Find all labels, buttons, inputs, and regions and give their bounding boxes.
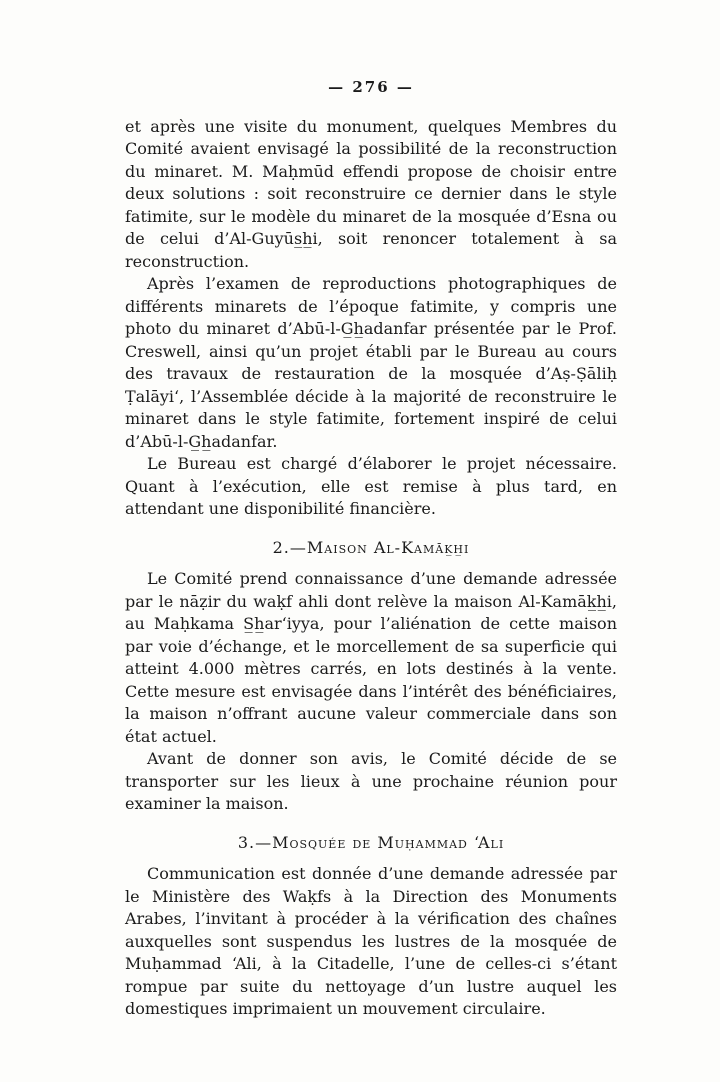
paragraph-maison-avis: Avant de donner son avis, le Comité décide de se transporter sur les lieux à une prochaine réunion pour examiner la maison. bbox=[125, 749, 617, 813]
paragraph-examen-reproductions: Après l’examen de reproductions photographiques de différents minarets de l’époque fatimite, y compris une photo du minaret d’Abū-l-G̲h̲adanfar présentée par le Prof. Creswell, ainsi qu’un projet établi par le Bureau au cours des travaux de restauration de la mosquée d’Aṣ-Ṣāliḥ Ṭalāyi‘, l’Assemblée décide à la majorité de reconstruire le minaret dans le style fatimite, fortement inspiré de celui d’Abū-l-G̲h̲adanfar. bbox=[125, 274, 617, 451]
page-number: — 276 — bbox=[328, 78, 414, 96]
section-heading-mosquee-muhammad-ali: 3.—Mosquée de Muḥammad ‘Ali bbox=[237, 832, 505, 852]
paragraph-maison-demande: Le Comité prend connaissance d’une demande adressée par le nāẓir du waḳf ahli dont relève la maison Al-Kamāk̲h̲i, au Maḥkama S̲h̲ar‘iyya, pour l’aliénation de cette maison par voie d’échange, et le morcellement de sa superficie qui atteint 4.000 mètres carrés, en lots destinés à la vente. Cette mesure est envisagée dans l’intérêt des bénéficiaires, la maison n’offrant aucune valeur commerciale dans son état actuel. bbox=[125, 569, 617, 746]
paragraph-minaret-reconstruction: et après une visite du monument, quelques Membres du Comité avaient envisagé la possibilité de la reconstruction du minaret. M. Maḥmūd effendi propose de choisir entre deux solutions : soit reconstruire ce dernier dans le style fatimite, sur le modèle du minaret de la mosquée d’Esna ou de celui d’Al-Guyūs̲h̲i, soit renoncer totalement à sa reconstruction. bbox=[125, 116, 617, 271]
paragraph-mosquee-communication: Communication est donnée d’une demande adressée par le Ministère des Waḳfs à la Direction des Monuments Arabes, l’invitant à procéder à la vérification des chaînes auxquelles sont suspendus les lustres de la mosquée de Muḥammad ‘Ali, à la Citadelle, l’une de celles-ci s’étant rompue par suite du nettoyage d’un lustre auquel les domestiques imprimaient un mouvement circulaire. bbox=[125, 864, 617, 1018]
paragraph-bureau-projet: Le Bureau est chargé d’élaborer le projet nécessaire. Quant à l’exécution, elle est remise à plus tard, en attendant une disponibilité financière. bbox=[125, 454, 617, 518]
section-heading-maison-al-kamakhi: 2.—Maison Al-Kamāk̲h̲i bbox=[272, 537, 470, 557]
